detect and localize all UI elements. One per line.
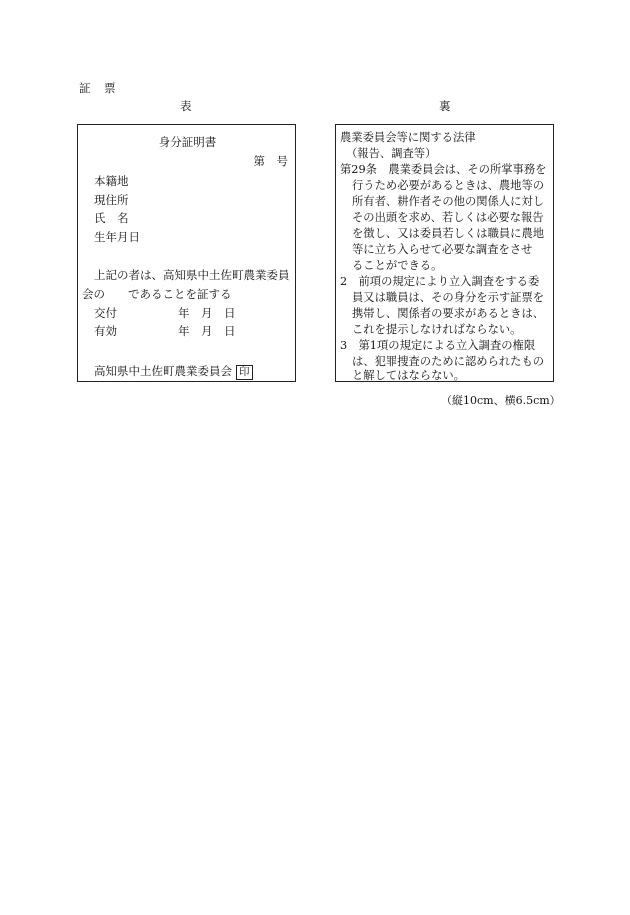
law-text-line: 所有者、耕作者その他の関係人に対し [352,195,545,208]
document-title: 証 票 [79,81,117,95]
law-title: 農業委員会等に関する法律 [340,131,476,144]
law-text-line: ることができる。 [352,259,443,272]
valid-date-value: 年 月 日 [178,324,236,338]
back-side-heading: 裏 [439,99,451,113]
law-text-line: と解してはならない。 [352,369,465,382]
law-text-line: 2 前項の規定により立入調査をする委 [340,275,540,288]
law-text-line: 等に立ち入らせて必要な調査をさせ [352,243,533,256]
issuer-name: 高知県中土佐町農業委員会 [94,364,232,378]
field-honseki: 本籍地 [94,174,129,188]
law-text-line: を徴し、又は委員若しくは職員に農地 [352,227,545,240]
certification-line-2: 会の であることを証する [82,287,232,301]
issue-date-label: 交付 [94,306,117,320]
card-size-note: （縦10cm、横6.5cm） [441,394,561,407]
law-text-line: 行うため必要があるときは、農地等の [352,179,545,192]
law-subtitle: （報告、調査等） [346,147,437,160]
field-address: 現住所 [94,193,129,207]
issuer-line [94,365,253,380]
field-name: 氏 名 [94,211,129,225]
certification-line-1: 上記の者は、高知県中土佐町農業委員 [94,268,290,282]
law-text-line: 員又は職員は、その身分を示す証票を [352,291,545,304]
law-text-line: 3 第1項の規定による立入調査の権限 [340,339,536,352]
law-text-line: 携帯し、関係者の要求があるときは、 [352,307,545,320]
front-side-heading: 表 [180,99,192,113]
field-birthdate: 生年月日 [94,230,140,244]
issue-date-value: 年 月 日 [178,306,236,320]
law-text-line: その出頭を求め、若しくは必要な報告 [352,211,544,224]
id-card-back [335,124,554,382]
card-number-label: 第 号 [253,154,288,168]
valid-date-label: 有効 [94,324,117,338]
law-text-line: 第29条 農業委員会は、その所掌事務を [340,163,547,176]
seal-mark: 印 [236,365,253,380]
law-text-line: これを提示しなければならない。 [352,323,522,336]
card-title: 身分証明書 [158,135,217,149]
law-text-line: は、犯罪捜査のために認められたもの [352,355,545,368]
id-card-front [77,124,296,382]
